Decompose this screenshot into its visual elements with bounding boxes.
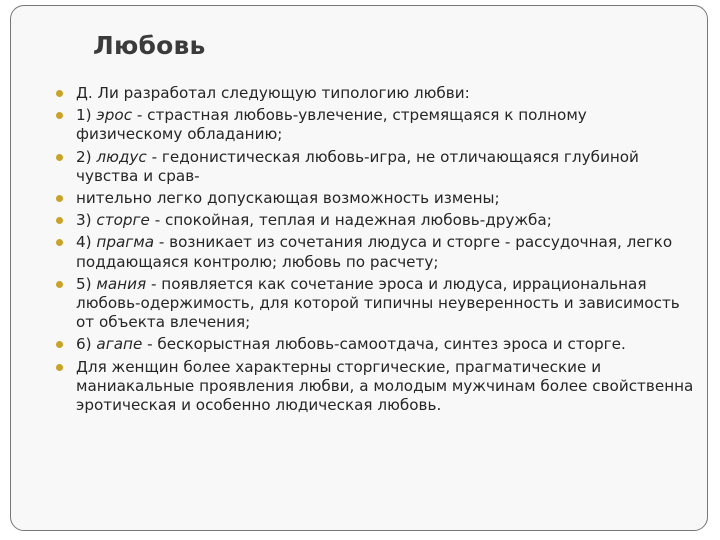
item-number: 1) [76,106,97,125]
item-number: 6) [76,335,97,354]
item-number: 2) [76,147,97,166]
love-type-term: агапе [96,335,143,354]
bullet-dot-icon [56,90,63,97]
item-text: нительно легко допускающая возможность измены; [76,189,500,208]
bullet-dot-icon [56,281,63,288]
item-description: - спокойная, теплая и надежная любовь-дружба; [149,211,552,230]
love-type-term: эрос [96,106,133,125]
item-number: 3) [76,211,97,230]
bullet-dot-icon [56,195,63,202]
bullet-dot-icon [56,239,63,246]
item-description: - страстная любовь-увлечение, стремящаяся к полному физическому обладанию; [76,106,587,144]
list-item [55,106,695,144]
list-item [55,233,695,271]
love-type-term: людус [96,147,147,166]
bullet-list [55,84,695,418]
list-item [55,358,695,416]
item-text: Д. Ли разработал следующую типологию любви: [76,84,470,102]
bullet-dot-icon [56,341,63,348]
item-description: - появляется как сочетание эроса и людуса, иррациональная любовь-одержимость, для которой типичны неуверенность и зависимость от объекта влечения; [76,274,680,332]
bullet-dot-icon [56,112,63,119]
list-item [55,189,695,208]
item-number: 4) [76,233,97,252]
slide-title: Любовь [93,31,206,60]
love-type-term: мания [96,274,147,293]
list-item [55,148,695,186]
bullet-dot-icon [56,364,63,371]
item-description: - гедонистическая любовь-игра, не отличающаяся глубиной чувства и срав- [76,147,639,185]
item-description: - возникает из сочетания людуса и сторге - рассудочная, легко поддающаяся контролю; любовь по расчету; [76,233,673,271]
bullet-dot-icon [56,217,63,224]
love-type-term: сторге [96,211,150,230]
item-text: Для женщин более характерны сторгические, прагматические и маниакальные проявления любви, а молодым мужчинам более свойственна эротическая и особенно людическая любовь. [76,357,694,415]
bullet-dot-icon [56,154,63,161]
item-number: 5) [76,274,97,293]
list-item [55,275,695,333]
slide-frame [10,5,708,531]
list-item [55,211,695,230]
love-type-term: прагма [96,233,155,252]
list-item [55,335,695,354]
list-item [55,84,695,103]
item-description: - бескорыстная любовь-самоотдача, синтез эроса и сторге. [142,335,626,354]
